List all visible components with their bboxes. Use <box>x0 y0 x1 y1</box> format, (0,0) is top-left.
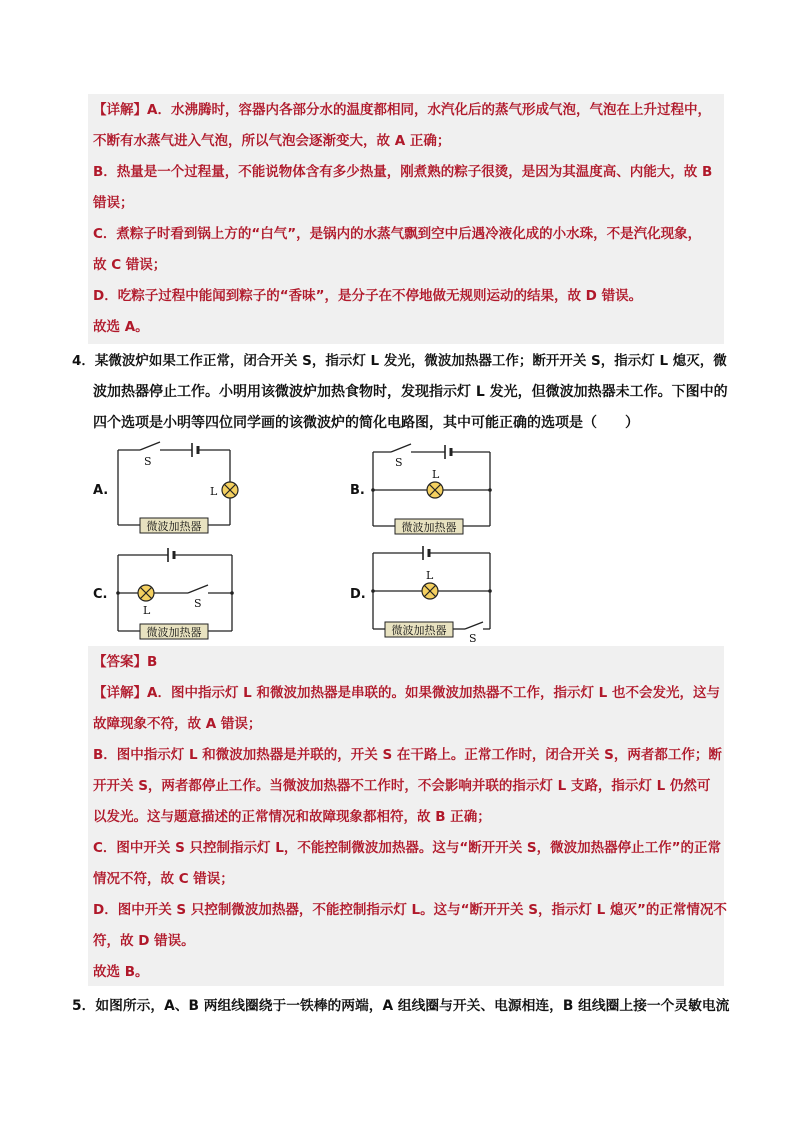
svg-text:S: S <box>144 455 152 468</box>
prev-c-line2: 故 C 错误； <box>93 257 167 273</box>
circuit-diagram-a <box>110 440 250 540</box>
lamp-icon <box>422 583 438 599</box>
q4-number: 4． <box>72 353 95 369</box>
option-b-label: B. <box>350 483 365 498</box>
detail-tag: 【详解】 <box>93 102 147 118</box>
svg-text:微波加热器: 微波加热器 <box>391 624 447 637</box>
lamp-icon <box>427 482 443 498</box>
detail-tag: 【详解】 <box>93 685 147 701</box>
q4-line1: 4．某微波炉如果工作正常，闭合开关 S，指示灯 L 发光，微波加热器工作；断开开关 S，指示灯 L 熄灭，微 <box>72 353 727 369</box>
lamp-icon <box>222 482 238 498</box>
circuit-diagram-b <box>365 440 500 540</box>
option-a-label: A. <box>93 483 109 498</box>
q4-a-line1: 【详解】A．图中指示灯 L 和微波加热器是串联的。如果微波加热器不工作，指示灯 L 也不会发光，这与 <box>93 685 720 701</box>
svg-text:微波加热器: 微波加热器 <box>146 520 202 533</box>
prev-a-line1: 【详解】A．水沸腾时，容器内各部分水的温度都相同，水汽化后的蒸气形成气泡，气泡在上升过程中， <box>93 102 711 118</box>
option-d-label: D. <box>350 587 366 602</box>
answer-tag: 【答案】 <box>93 654 147 670</box>
prev-c-line1: C．煮粽子时看到锅上方的“白气”，是锅内的水蒸气飘到空中后遇冷液化成的小水珠，不是汽化现象， <box>93 226 702 242</box>
lamp-icon <box>138 585 154 601</box>
svg-text:L: L <box>210 485 218 498</box>
q4-b-line3: 以发光。这与题意描述的正常情况和故障现象都相符，故 B 正确； <box>93 809 491 825</box>
q4-d-line1: D．图中开关 S 只控制微波加热器，不能控制指示灯 L。这与“断开开关 S，指示灯 L 熄灭”的正常情况不 <box>93 902 727 918</box>
q4-a-line2: 故障现象不符，故 A 错误； <box>93 716 262 732</box>
prev-a-line2: 不断有水蒸气进入气泡，所以气泡会逐渐变大，故 A 正确； <box>93 133 451 149</box>
svg-text:微波加热器: 微波加热器 <box>146 626 202 639</box>
svg-text:微波加热器: 微波加热器 <box>401 521 457 534</box>
prev-d-line1: D．吃粽子过程中能闻到粽子的“香味”，是分子在不停地做无规则运动的结果，故 D 错误。 <box>93 288 643 304</box>
prev-b-line1: B．热量是一个过程量，不能说物体含有多少热量，刚煮熟的粽子很烫，是因为其温度高、内能大，故 B <box>93 164 713 180</box>
q4-b-line2: 开开关 S，两者都停止工作。当微波加热器不工作时，不会影响并联的指示灯 L 支路，指示灯 L 仍然可 <box>93 778 711 794</box>
q4-b-line1: B．图中指示灯 L 和微波加热器是并联的，开关 S 在干路上。正常工作时，闭合开关 S，两者都工作；断 <box>93 747 722 763</box>
q4-c-line2: 情况不符，故 C 错误； <box>93 871 234 887</box>
svg-text:S: S <box>395 456 403 469</box>
svg-text:L: L <box>143 604 151 617</box>
answer-value: B <box>147 654 158 670</box>
svg-text:L: L <box>426 569 434 582</box>
circuit-diagram-c <box>110 545 250 645</box>
q4-line2: 波加热器停止工作。小明用该微波炉加热食物时，发现指示灯 L 发光，但微波加热器未工作。下图中的 <box>93 384 728 400</box>
circuit-diagram-d <box>365 545 500 645</box>
q4-choose: 故选 B。 <box>93 964 149 980</box>
svg-text:S: S <box>194 597 202 610</box>
q4-c-line1: C．图中开关 S 只控制指示灯 L，不能控制微波加热器。这与“断开开关 S，微波加热器停止工作”的正常 <box>93 840 722 856</box>
svg-text:S: S <box>469 632 477 645</box>
q5-line1: 5．如图所示，A、B 两组线圈绕于一铁棒的两端，A 组线圈与开关、电源相连，B 组线圈上接一个灵敏电流 <box>72 998 730 1014</box>
q4-d-line2: 符，故 D 错误。 <box>93 933 195 949</box>
option-c-label: C. <box>93 587 108 602</box>
prev-choose: 故选 A。 <box>93 319 149 335</box>
q4-line3: 四个选项是小明等四位同学画的该微波炉的简化电路图，其中可能正确的选项是（ ） <box>93 415 639 431</box>
q4-answer <box>93 652 157 672</box>
svg-text:L: L <box>432 468 440 481</box>
q5-number: 5． <box>72 998 96 1014</box>
prev-b-line2: 错误； <box>93 195 134 211</box>
